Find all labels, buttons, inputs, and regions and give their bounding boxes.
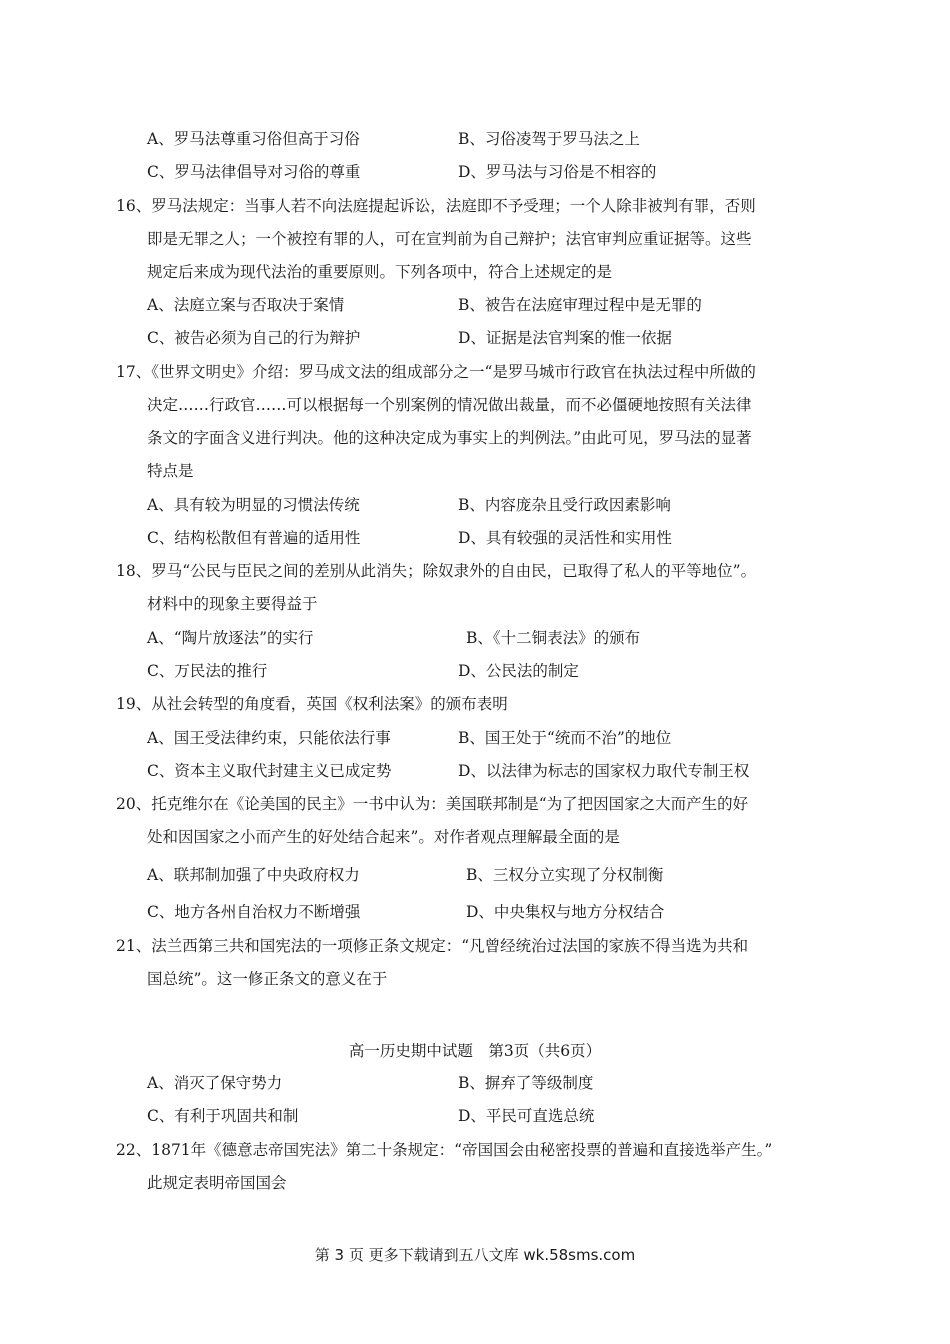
q17-option-c: C、结构松散但有普遍的适用性 — [147, 529, 361, 547]
q16-option-c: C、被告必须为自己的行为辩护 — [147, 329, 361, 347]
q16-option-b: B、被告在法庭审理过程中是无罪的 — [458, 296, 702, 314]
q20-option-a: A、联邦制加强了中央政府权力 — [147, 866, 360, 884]
q17-stem-line2: 决定……行政官……可以根据每一个别案例的情况做出裁量，而不必僵硬地按照有关法律 — [147, 396, 752, 414]
q21-option-c: C、有利于巩固共和制 — [147, 1107, 299, 1125]
q19-stem-line1: 19、从社会转型的角度看，英国《权利法案》的颁布表明 — [116, 695, 508, 713]
q16-stem-line2: 即是无罪之人；一个被控有罪的人，可在宣判前为自己辩护；法官审判应重证据等。这些 — [147, 230, 752, 248]
q21-stem-line1: 21、法兰西第三共和国宪法的一项修正条文规定：“凡曾经统治过法国的家族不得当选为共和 — [116, 937, 749, 955]
q18-option-d: D、公民法的制定 — [458, 662, 579, 680]
q20-option-d: D、中央集权与地方分权结合 — [466, 903, 665, 921]
q20-stem-line1: 20、托克维尔在《论美国的民主》一书中认为：美国联邦制是“为了把因国家之大而产生的好 — [116, 795, 749, 813]
q15-option-b: B、习俗凌驾于罗马法之上 — [458, 130, 640, 148]
q15-option-d: D、罗马法与习俗是不相容的 — [458, 163, 657, 181]
q16-stem-line1: 16、罗马法规定：当事人若不向法庭提起诉讼，法庭即不予受理；一个人除非被判有罪，否则 — [116, 197, 756, 215]
q19-option-c: C、资本主义取代封建主义已成定势 — [147, 762, 392, 780]
q17-stem-line3: 条文的字面含义进行判决。他的这种决定成为事实上的判例法。”由此可见，罗马法的显著 — [147, 429, 752, 447]
q21-stem-line2: 国总统”。这一修正条文的意义在于 — [147, 970, 388, 988]
q18-stem-line1: 18、罗马“公民与臣民之间的差别从此消失；除奴隶外的自由民，已取得了私人的平等地位”。 — [116, 562, 757, 580]
q19-option-d: D、以法律为标志的国家权力取代专制王权 — [458, 762, 750, 780]
q21-option-b: B、摒弃了等级制度 — [458, 1074, 594, 1092]
q17-option-d: D、具有较强的灵活性和实用性 — [458, 529, 672, 547]
page-footer: 第 3 页 更多下载请到五八文库 wk.58sms.com — [314, 1246, 636, 1264]
q16-stem-line3: 规定后来成为现代法治的重要原则。下列各项中，符合上述规定的是 — [147, 263, 613, 281]
q20-stem-line2: 处和因国家之小而产生的好处结合起来”。对作者观点理解最全面的是 — [147, 828, 620, 846]
q17-option-a: A、具有较为明显的习惯法传统 — [147, 496, 360, 514]
q18-option-c: C、万民法的推行 — [147, 662, 268, 680]
q19-option-a: A、国王受法律约束，只能依法行事 — [147, 729, 391, 747]
q22-stem-line1: 22、1871年《德意志帝国宪法》第二十条规定：“帝国国会由秘密投票的普遍和直接选举产生。” — [116, 1141, 773, 1159]
q16-option-d: D、证据是法官判案的惟一依据 — [458, 329, 672, 347]
q18-option-a: A、“陶片放逐法”的实行 — [147, 629, 314, 647]
q20-option-b: B、三权分立实现了分权制衡 — [466, 866, 664, 884]
q17-stem-line1: 17、《世界文明史》介绍：罗马成文法的组成部分之一“是罗马城市行政官在执法过程中所做的 — [116, 363, 756, 381]
q18-option-b: B、《十二铜表法》的颁布 — [466, 629, 641, 647]
q20-option-c: C、地方各州自治权力不断增强 — [147, 903, 361, 921]
q21-option-a: A、消灭了保守势力 — [147, 1074, 283, 1092]
q22-stem-line2: 此规定表明帝国国会 — [147, 1174, 287, 1192]
q16-option-a: A、法庭立案与否取决于案情 — [147, 296, 345, 314]
q18-stem-line2: 材料中的现象主要得益于 — [147, 595, 318, 613]
q19-option-b: B、国王处于“统而不治”的地位 — [458, 729, 672, 747]
q15-option-a: A、罗马法尊重习俗但高于习俗 — [147, 130, 360, 148]
q21-option-d: D、平民可直选总统 — [458, 1107, 595, 1125]
q15-option-c: C、罗马法律倡导对习俗的尊重 — [147, 163, 361, 181]
q17-stem-line4: 特点是 — [147, 462, 194, 480]
page-header: 高一历史期中试题 第3页（共6页） — [348, 1042, 602, 1060]
q17-option-b: B、内容庞杂且受行政因素影响 — [458, 496, 671, 514]
